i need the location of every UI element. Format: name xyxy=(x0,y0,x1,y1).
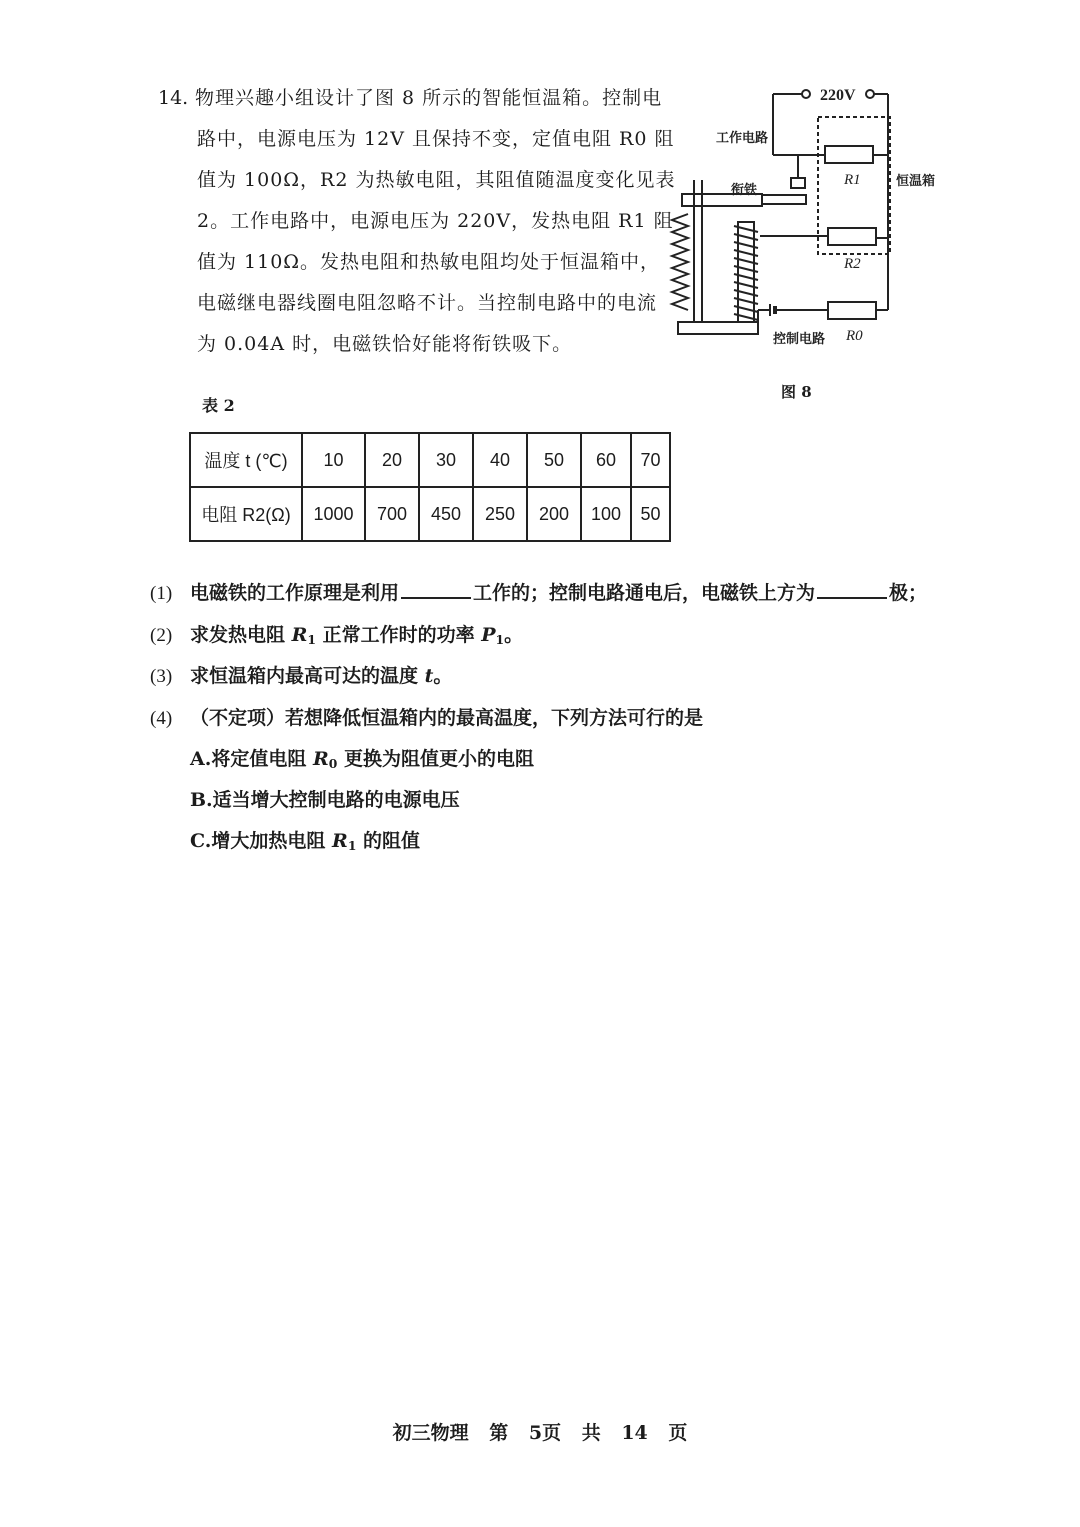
subscript: 1 xyxy=(495,632,505,648)
r1-label: R1 xyxy=(844,172,861,188)
subquestion-text: 。 xyxy=(504,624,524,646)
table-cell: 250 xyxy=(473,487,527,541)
variable: t xyxy=(424,665,434,687)
answer-blank-1[interactable] xyxy=(401,581,471,599)
footer-subject: 初三物理 xyxy=(392,1422,469,1444)
armature-label: 衔铁 xyxy=(731,183,758,198)
variable: R xyxy=(312,748,329,770)
table-cell: 40 xyxy=(473,433,527,487)
resistor-r1 xyxy=(825,146,873,163)
table-cell: 50 xyxy=(631,487,670,541)
option-text: A.将定值电阻 xyxy=(190,748,313,770)
table-row xyxy=(190,433,670,487)
oven-label: 恒温箱 xyxy=(896,174,936,189)
option-text: 的阻值 xyxy=(356,830,421,852)
subscript: 1 xyxy=(307,632,317,648)
option-text: C.增大加热电阻 xyxy=(190,830,333,852)
option-b[interactable] xyxy=(190,785,460,812)
subquestion-text: （不定项）若想降低恒温箱内的最高温度，下列方法可行的是 xyxy=(190,707,704,729)
subquestion-text: 工作的；控制电路通电后，电磁铁上方为 xyxy=(473,582,816,604)
variable: P xyxy=(481,624,496,646)
base xyxy=(678,322,758,334)
answer-blank-2[interactable] xyxy=(817,581,887,599)
spring xyxy=(672,214,688,310)
circuit-diagram xyxy=(660,70,960,360)
subquestion-text: 正常工作时的功率 xyxy=(316,624,482,646)
table-cell: 700 xyxy=(365,487,419,541)
question-stem-line-5: 值为 110Ω。发热电阻和热敏电阻均处于恒温箱中， xyxy=(197,251,661,273)
question-stem-line-1: 物理兴趣小组设计了图 8 所示的智能恒温箱。控制电 xyxy=(195,87,663,109)
question-number: 14. xyxy=(158,87,189,109)
table-cell: 10 xyxy=(302,433,365,487)
subquestion-text: 电磁铁的工作原理是利用 xyxy=(190,582,400,604)
table-cell: 200 xyxy=(527,487,581,541)
subquestion-number: (4) xyxy=(150,708,173,729)
table-cell: 60 xyxy=(581,433,631,487)
table-cell: 20 xyxy=(365,433,419,487)
subquestion-4 xyxy=(150,703,703,730)
subquestion-2 xyxy=(150,620,523,647)
subquestion-3 xyxy=(150,661,452,688)
question-stem-line-2: 路中，电源电压为 12V 且保持不变，定值电阻 R0 阻 xyxy=(197,128,675,150)
table-header-temperature: 温度 t (℃) xyxy=(190,433,302,487)
table-row xyxy=(190,487,670,541)
temperature-resistance-table xyxy=(189,432,671,542)
option-c[interactable] xyxy=(190,826,420,853)
subquestion-text: 极； xyxy=(889,582,928,604)
table-cell: 450 xyxy=(419,487,473,541)
figure-caption: 图 8 xyxy=(781,383,812,401)
work-circuit-label: 工作电路 xyxy=(716,131,769,146)
question-stem-line-7: 为 0.04A 时，电磁铁恰好能将衔铁吸下。 xyxy=(197,333,573,355)
question-stem-line-4: 2。工作电路中，电源电压为 220V，发热电阻 R1 阻 xyxy=(197,210,674,232)
table-cell: 100 xyxy=(581,487,631,541)
control-circuit-label: 控制电路 xyxy=(773,332,826,347)
subquestion-text: 求恒温箱内最高可达的温度 xyxy=(190,665,425,687)
footer-page-number: 第 5页 xyxy=(489,1422,562,1444)
r0-label: R0 xyxy=(846,328,863,344)
table-cell: 50 xyxy=(527,433,581,487)
voltage-label: 220V xyxy=(820,87,856,104)
armature xyxy=(762,195,806,204)
subquestion-number: (3) xyxy=(150,666,173,687)
resistor-r2 xyxy=(828,228,876,245)
option-a[interactable] xyxy=(190,744,534,771)
subquestion-1 xyxy=(150,578,927,605)
table-cell: 70 xyxy=(631,433,670,487)
subquestion-number: (2) xyxy=(150,625,173,646)
page-footer xyxy=(0,1418,1080,1445)
option-text: B.适当增大控制电路的电源电压 xyxy=(190,789,460,811)
r2-label: R2 xyxy=(844,256,861,272)
subquestion-text: 求发热电阻 xyxy=(190,624,292,646)
terminal-left xyxy=(802,90,810,98)
table-header-resistance: 电阻 R2(Ω) xyxy=(190,487,302,541)
option-text: 更换为阻值更小的电阻 xyxy=(337,748,534,770)
variable: R xyxy=(291,624,308,646)
footer-total-pages: 共 14 页 xyxy=(581,1422,688,1444)
table-cell: 30 xyxy=(419,433,473,487)
subscript: 0 xyxy=(328,756,338,772)
subquestion-number: (1) xyxy=(150,583,173,604)
table-cell: 1000 xyxy=(302,487,365,541)
question-stem-line-6: 电磁继电器线圈电阻忽略不计。当控制电路中的电流 xyxy=(197,292,658,314)
resistor-r0 xyxy=(828,302,876,319)
table-caption: 表 2 xyxy=(202,396,235,415)
subquestion-text: 。 xyxy=(433,665,453,687)
subscript: 1 xyxy=(347,838,357,854)
terminal-right xyxy=(866,90,874,98)
question-stem-line-3: 值为 100Ω，R2 为热敏电阻，其阻值随温度变化见表 xyxy=(197,169,676,191)
variable: R xyxy=(332,830,348,852)
